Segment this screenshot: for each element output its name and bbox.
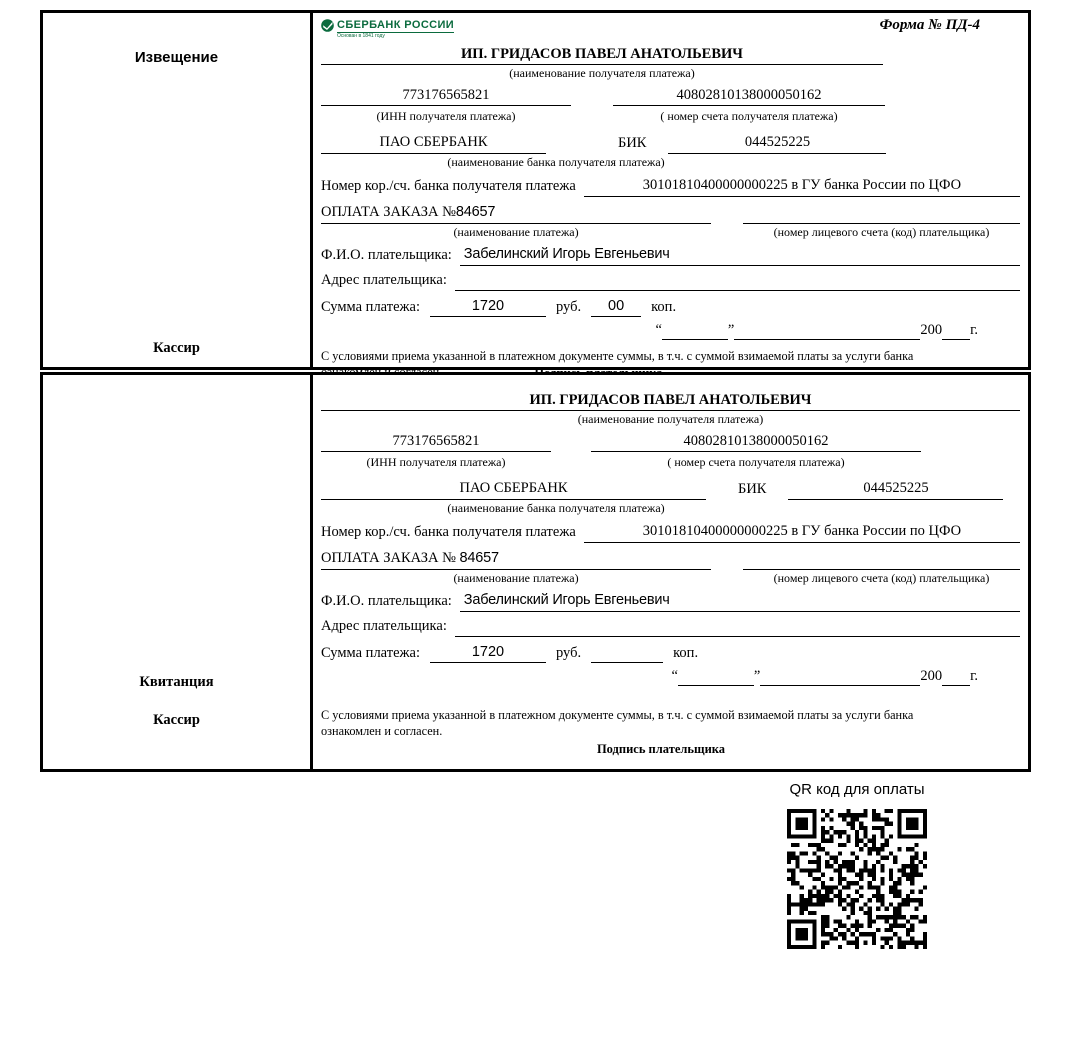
bank-caption-2: (наименование банка получателя платежа) [447,501,665,515]
rub-label-2: руб. [556,645,582,661]
rub-label: руб. [556,299,582,315]
year-suffix: г. [970,322,978,338]
bank-caption: (наименование банка получателя платежа) [447,155,665,169]
sberbank-logo [321,19,454,39]
payment-purpose-label-2: ОПЛАТА ЗАКАЗА № [321,550,460,566]
payer-code-caption-2: (номер лицевого счета (код) плательщика) [773,571,990,585]
corr-account-label: Номер кор./сч. банка получателя платежа [321,178,576,194]
bank-name: ПАО СБЕРБАНК [321,132,546,154]
corr-account-value: 30101810400000000225 в ГУ банка России по ЦФО [584,175,1020,197]
recipient-caption: (наименование получателя платежа) [509,66,695,80]
sum-label: Сумма платежа: [321,299,420,315]
year-field-2 [942,685,970,686]
account-caption-2: ( номер счета получателя платежа) [667,455,845,469]
agreement-text-2 [321,708,1001,739]
payer-address-label: Адрес плательщика: [321,272,447,288]
date-quote-open-2: “ [671,668,678,684]
payer-fio-label-2: Ф.И.О. плательщика: [321,593,452,609]
payment-purpose-number-2: 84657 [459,550,499,566]
date-month-field [734,339,920,340]
purpose-caption: (наименование платежа) [453,225,579,239]
inn-caption-2: (ИНН получателя платежа) [366,455,506,469]
recipient-inn-2: 773176565821 [321,431,551,452]
form-number: Форма № ПД-4 [879,17,980,33]
payer-signature-label-2: Подпись плательщика [596,742,726,757]
corr-account-label-2: Номер кор./сч. банка получателя платежа [321,524,576,540]
year-prefix-2: 200 [920,668,943,684]
date-month-field-2 [760,685,920,686]
cashier-label-2: Кассир [153,712,200,728]
bank-name-2: ПАО СБЕРБАНК [321,478,706,500]
date-day-field [662,339,728,340]
payer-fio-label: Ф.И.О. плательщика: [321,247,452,263]
qr-block [777,781,937,949]
purpose-caption-2: (наименование платежа) [453,571,579,585]
date-day-field-2 [678,685,754,686]
inn-caption: (ИНН получателя платежа) [376,109,516,123]
agreement-line1-2: С условиями приема указанной в платежном документе суммы, в т.ч. с суммой взимаемой платы за услуги банка [321,708,914,722]
agreement-line2-2: ознакомлен и согласен. [321,723,443,738]
section1-left-column [43,13,313,367]
payment-purpose-number: 84657 [455,204,496,220]
payer-fio-value-2: Забелинский Игорь Евгеньевич [460,590,1020,612]
agreement-line1: С условиями приема указанной в платежном документе суммы, в т.ч. с суммой взимаемой платы за услуги банка [321,349,914,363]
bik-value: 044525225 [668,132,886,154]
account-caption: ( номер счета получателя платежа) [660,109,838,123]
year-suffix-2: г. [970,668,978,684]
cashier-label: Кассир [153,340,200,356]
qr-label: QR код для оплаты [789,781,925,798]
year-prefix: 200 [920,322,943,338]
date-quote-close-2: ” [753,668,761,684]
amount-kop: 00 [591,296,641,317]
amount-rub-2: 1720 [430,642,546,663]
payment-purpose-label: ОПЛАТА ЗАКАЗА № [321,204,456,220]
section2-left-column [43,375,313,769]
year-field [942,339,970,340]
sberbank-logo-text: СБЕРБАНК РОССИИ [337,19,455,31]
payment-form-bottom-section [40,372,1031,772]
amount-rub: 1720 [430,296,546,317]
section1-form-fields [313,13,1028,367]
date-quote-close: ” [727,322,735,338]
recipient-account: 40802810138000050162 [613,85,885,106]
corr-account-value-2: 30101810400000000225 в ГУ банка России по ЦФО [584,521,1020,543]
section2-form-fields [313,375,1028,769]
payer-address-field-2 [455,636,1020,637]
amount-kop-2 [591,662,663,663]
sberbank-logo-tagline: Основан в 1841 году [337,32,385,39]
payer-address-field [455,290,1020,291]
recipient-name: ИП. ГРИДАСОВ ПАВЕЛ АНАТОЛЬЕВИЧ [321,45,883,65]
bik-label: БИК [618,135,647,151]
payer-fio-value: Забелинский Игорь Евгеньевич [460,244,1020,266]
payer-address-label-2: Адрес плательщика: [321,618,447,634]
kop-label: коп. [651,299,677,315]
bik-label-2: БИК [738,481,767,497]
sum-label-2: Сумма платежа: [321,645,420,661]
payment-form-top-section [40,10,1031,370]
payer-code-caption: (номер лицевого счета (код) плательщика) [773,225,990,239]
receipt-label: Квитанция [139,674,214,690]
recipient-inn: 773176565821 [321,85,571,106]
recipient-name-2: ИП. ГРИДАСОВ ПАВЕЛ АНАТОЛЬЕВИЧ [321,391,1020,411]
qr-code [787,809,927,949]
notice-label: Извещение [134,49,219,66]
recipient-account-2: 40802810138000050162 [591,431,921,452]
recipient-caption-2: (наименование получателя платежа) [577,412,764,426]
sberbank-logo-icon [321,19,334,37]
bik-value-2: 044525225 [788,478,1003,500]
kop-label-2: коп. [673,645,699,661]
date-quote-open: “ [655,322,662,338]
